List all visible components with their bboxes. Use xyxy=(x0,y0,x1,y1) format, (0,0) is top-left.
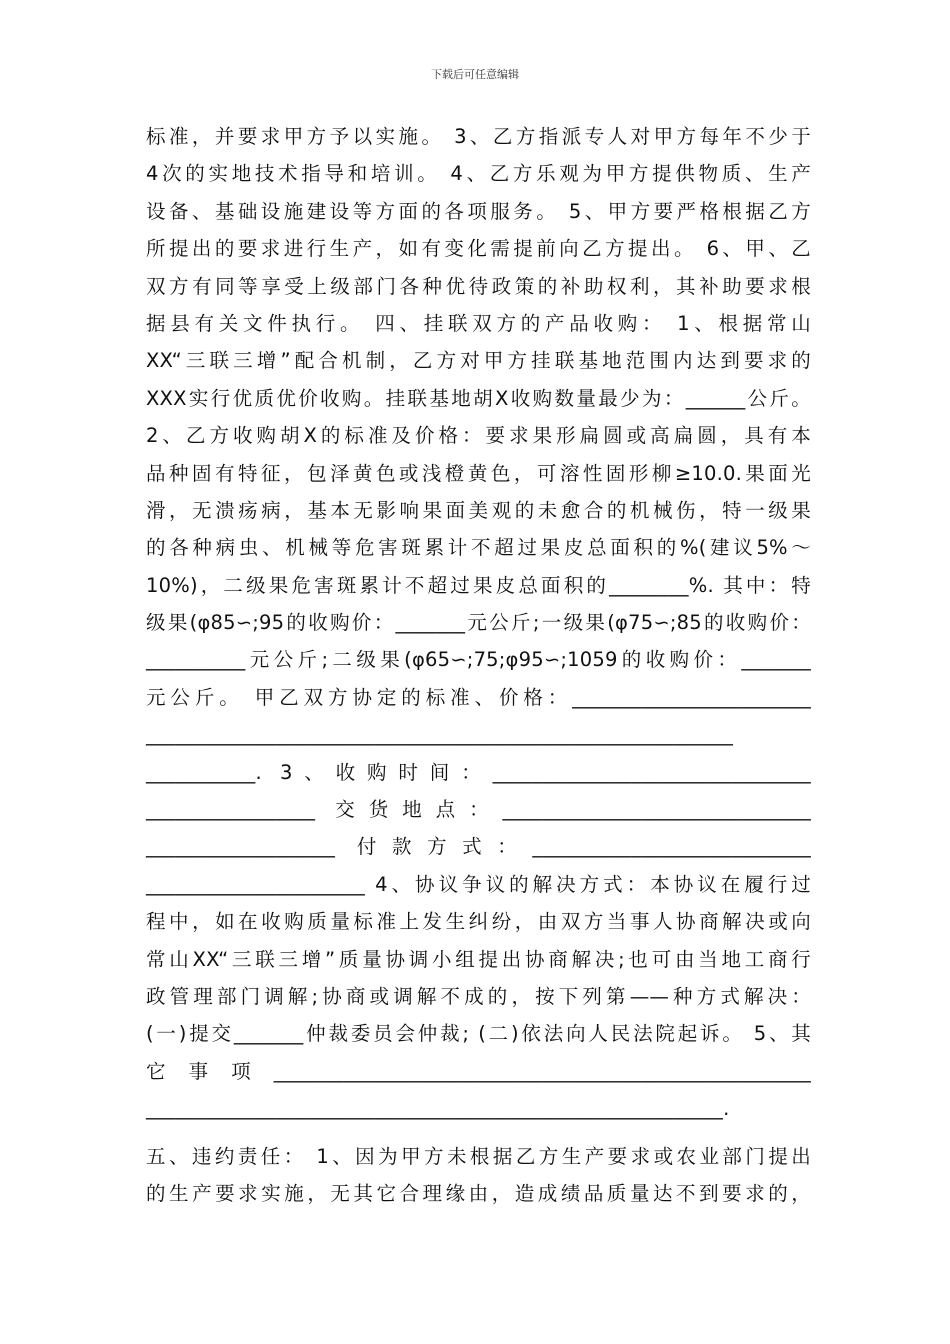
text-line: __________元公斤;二级果(φ65∽;75;φ95∽;1059的收购价：_______ xyxy=(146,648,811,672)
text-line: ___________. 3、收购时间：________________________________ xyxy=(146,760,811,784)
text-line: 常山XX“三联三增”质量协调小组提出协商解决;也可由当地工商行 xyxy=(146,947,811,971)
text-line: 10%)，二级果危害斑累计不超过果皮总面积的________%. 其中：特 xyxy=(146,573,811,597)
text-line: 滑，无溃疡病，基本无影响果面美观的未愈合的机械伤，特一级果 xyxy=(146,498,811,522)
text-line: 政管理部门调解;协商或调解不成的，按下列第——种方式解决： xyxy=(146,984,811,1008)
text-line: _________________ 交货地点：_______________________________ xyxy=(146,798,811,822)
text-line: XX“三联三增”配合机制，乙方对甲方挂联基地范围内达到要求的 xyxy=(146,349,811,373)
text-line: 设备、基础设施建设等方面的各项服务。 5、甲方要严格根据乙方 xyxy=(146,199,811,223)
text-line: 双方有同等享受上级部门各种优待政策的补助权利，其补助要求根 xyxy=(146,274,811,298)
page-header: 下载后可任意编辑 xyxy=(431,68,519,81)
text-line: 所提出的要求进行生产，如有变化需提前向乙方提出。 6、甲、乙 xyxy=(146,237,811,261)
text-line: 五、违约责任： 1、因为甲方未根据乙方生产要求或农业部门提出 xyxy=(146,1144,811,1168)
paragraph-gap xyxy=(146,1128,811,1138)
text-line: 它事项______________________________________________________ xyxy=(146,1059,811,1083)
text-line: 的生产要求实施，无其它合理缘由，造成绩品质量达不到要求的， xyxy=(146,1181,811,1205)
text-line: __________________________________________________________. xyxy=(146,1097,730,1121)
text-line: 的各种病虫、机械等危害斑累计不超过果皮总面积的%(建议5%～ xyxy=(146,536,811,560)
text-line: 4次的实地技术指导和培训。 4、乙方乐观为甲方提供物质、生产 xyxy=(146,162,811,186)
text-line: 据县有关文件执行。 四、挂联双方的产品收购： 1、根据常山 xyxy=(146,311,811,335)
text-line: (一)提交_______仲裁委员会仲裁; (二)依法向人民法院起诉。 5、其 xyxy=(146,1022,811,1046)
text-line: ___________________ 付款方式：____________________________ xyxy=(146,835,811,859)
text-line: 程中，如在收购质量标准上发生纠纷，由双方当事人协商解决或向 xyxy=(146,910,811,934)
text-line: 标准，并要求甲方予以实施。 3、乙方指派专人对甲方每年不少于 xyxy=(146,125,811,148)
text-line: ___________________________________________________________ xyxy=(146,723,734,747)
text-line: 级果(φ85∽;95的收购价：_______元公斤;一级果(φ75∽;85的收购价： xyxy=(146,611,811,635)
text-line: XXX实行优质优价收购。挂联基地胡X收购数量最少为：______公斤。 xyxy=(146,386,811,410)
text-line: ______________________ 4、协议争议的解决方式：本协议在履行过 xyxy=(146,872,811,896)
text-line: 品种固有特征，包泽黄色或浅橙黄色，可溶性固形柳≥10.0.果面光 xyxy=(146,461,811,485)
text-line: 2、乙方收购胡X的标准及价格：要求果形扁圆或高扁圆，具有本 xyxy=(146,424,811,448)
document-body xyxy=(146,118,811,1212)
text-line: 元公斤。 甲乙双方协定的标准、价格：________________________ xyxy=(146,685,811,709)
